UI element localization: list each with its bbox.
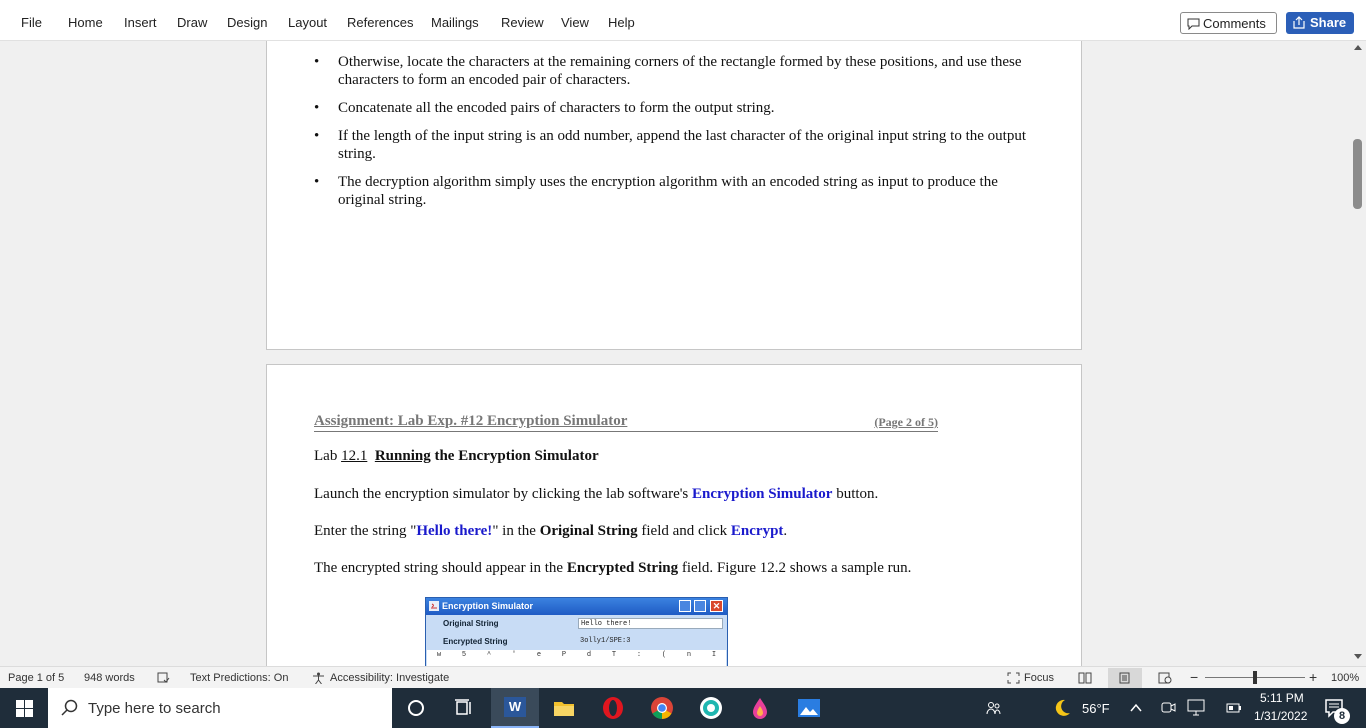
bullet-dot: • — [314, 174, 320, 190]
grid-cell: P — [561, 651, 567, 659]
focus-icon[interactable] — [1007, 672, 1020, 684]
text-run: Enter the string " — [314, 523, 417, 539]
bullet-dot: • — [314, 128, 320, 144]
lab-heading-running: Running — [374, 448, 431, 464]
encrypted-string-field: 3olly1/SPE:3 — [578, 636, 723, 647]
show-hidden-icons-chevron-icon[interactable] — [1130, 702, 1142, 714]
taskbar-search-box[interactable] — [48, 688, 392, 728]
figure-window-titlebar — [426, 598, 727, 615]
page-header-title: Assignment: Lab Exp. #12 Encryption Simulator — [314, 413, 628, 429]
meet-now-icon[interactable] — [1161, 700, 1176, 715]
clock-time[interactable]: 5:11 PM — [1260, 691, 1304, 705]
paint-app-icon[interactable] — [748, 696, 772, 720]
paragraph-enter — [314, 523, 787, 540]
clock-date[interactable]: 1/31/2022 — [1254, 709, 1308, 723]
tab-home[interactable]: Home — [68, 15, 103, 30]
lab-heading-number: 12.1 — [341, 448, 368, 464]
grid-cell: n — [686, 651, 692, 659]
comments-button[interactable] — [1180, 12, 1277, 34]
grid-cell: d — [586, 651, 592, 659]
original-string-label: Original String — [443, 619, 499, 628]
minimize-icon — [679, 600, 691, 612]
tab-mailings[interactable]: Mailings — [431, 15, 479, 30]
web-layout-icon[interactable] — [1158, 672, 1172, 684]
scroll-up-arrow-icon[interactable] — [1353, 43, 1363, 51]
tab-help[interactable]: Help — [608, 15, 635, 30]
grid-cell: I — [711, 651, 717, 659]
share-icon — [1293, 16, 1306, 29]
vertical-scrollbar[interactable] — [1350, 41, 1366, 666]
tab-draw[interactable]: Draw — [177, 15, 208, 30]
word-app-icon[interactable] — [491, 688, 539, 728]
zoom-out-button[interactable]: − — [1190, 669, 1199, 685]
zoom-slider-thumb[interactable] — [1253, 671, 1257, 684]
zoom-slider[interactable] — [1205, 677, 1305, 678]
comment-icon — [1187, 18, 1200, 30]
encrypted-string-label: Encrypted String — [443, 637, 508, 646]
tab-layout[interactable]: Layout — [288, 15, 328, 30]
word-logo-icon: W — [504, 697, 526, 717]
scrollbar-thumb[interactable] — [1353, 139, 1362, 209]
grid-cell: ^ — [486, 651, 492, 659]
text-run: " in the — [492, 523, 540, 539]
display-icon[interactable] — [1187, 699, 1205, 716]
tab-file[interactable]: File — [21, 15, 42, 30]
tab-references[interactable]: References — [347, 15, 414, 30]
windows-taskbar — [0, 688, 1366, 728]
bullet-text: If the length of the input string is an odd number, append the last character of the original input string to the output string. — [338, 128, 1026, 162]
bullet-text: The decryption algorithm simply uses the encryption algorithm with an encoded string as input to produce the original string. — [338, 174, 998, 208]
java-app-icon — [429, 601, 439, 611]
file-explorer-icon[interactable] — [552, 696, 576, 720]
search-placeholder: Type here to search — [88, 700, 221, 717]
grid-cell: w — [436, 651, 442, 659]
opera-browser-icon[interactable] — [601, 696, 625, 720]
maximize-icon — [694, 600, 706, 612]
paragraph-launch — [314, 486, 878, 503]
ribbon-menu-bar — [0, 0, 1366, 41]
bullet-dot: • — [314, 54, 320, 70]
bullet-dot: • — [314, 100, 320, 116]
paragraph-encrypted — [314, 560, 911, 577]
text-run: . — [783, 523, 788, 539]
text-run: field and click — [637, 523, 731, 539]
text-run: The encrypted string should appear in the — [314, 560, 567, 576]
task-view-icon[interactable] — [452, 696, 476, 720]
cortana-icon[interactable] — [404, 696, 428, 720]
tab-design[interactable]: Design — [227, 15, 268, 30]
character-grid — [427, 650, 726, 666]
grid-cell: ' — [511, 651, 517, 659]
word-count[interactable]: 948 words — [84, 672, 135, 684]
photos-app-icon[interactable] — [797, 696, 821, 720]
text-run: Launch the encryption simulator by clicking the lab software's — [314, 486, 693, 502]
original-string-field: Hello there! — [578, 618, 723, 629]
weather-moon-icon[interactable] — [1052, 698, 1072, 718]
text-run-emphasis: Encryption Simulator — [692, 486, 833, 502]
accessibility-icon[interactable] — [312, 672, 325, 684]
tab-review[interactable]: Review — [501, 15, 544, 30]
zoom-level[interactable]: 100% — [1331, 672, 1360, 684]
close-icon: ✕ — [710, 600, 723, 612]
lab-heading — [314, 448, 599, 465]
print-layout-button[interactable] — [1108, 668, 1142, 688]
search-icon — [61, 699, 78, 716]
document-canvas[interactable] — [0, 41, 1350, 666]
tab-insert[interactable]: Insert — [124, 15, 157, 30]
share-label: Share — [1310, 15, 1347, 30]
grid-cell: : — [636, 651, 642, 659]
document-page-2[interactable] — [266, 364, 1082, 666]
text-predictions-status[interactable]: Text Predictions: On — [190, 672, 289, 684]
text-run-bold: Original String — [539, 523, 638, 539]
read-mode-icon[interactable] — [1078, 672, 1092, 684]
tab-view[interactable]: View — [561, 15, 589, 30]
zoom-in-button[interactable]: + — [1309, 669, 1318, 685]
grid-cell: e — [536, 651, 542, 659]
text-run: button. — [832, 486, 879, 502]
lab-heading-rest: the Encryption Simulator — [430, 448, 599, 464]
accessibility-status[interactable]: Accessibility: Investigate — [330, 672, 450, 684]
bullet-text: Otherwise, locate the characters at the remaining corners of the rectangle formed by these positions, and use these characters to form an encoded pair of characters. — [338, 54, 1022, 88]
battery-icon[interactable] — [1226, 702, 1242, 714]
share-button[interactable] — [1286, 12, 1354, 34]
chrome-browser-icon[interactable] — [650, 696, 674, 720]
text-run: field. Figure 12.2 shows a sample run. — [678, 560, 912, 576]
weather-temperature[interactable]: 56°F — [1082, 701, 1110, 716]
page-header-number: (Page 2 of 5) — [874, 415, 938, 429]
text-run-emphasis: Hello there! — [416, 523, 493, 539]
page-count[interactable]: Page 1 of 5 — [8, 672, 65, 684]
proofing-icon[interactable] — [157, 672, 170, 684]
grid-cell: ( — [661, 651, 667, 659]
page-header — [314, 413, 938, 432]
document-page-1[interactable] — [266, 41, 1082, 350]
figure-window-title: Encryption Simulator — [442, 601, 534, 611]
notification-count-badge: 8 — [1334, 708, 1350, 724]
scroll-down-arrow-icon[interactable] — [1353, 653, 1363, 661]
comments-label: Comments — [1203, 16, 1266, 31]
grid-cell: 5 — [461, 651, 467, 659]
windows-start-icon[interactable] — [16, 700, 33, 717]
encryption-simulator-figure[interactable] — [425, 597, 728, 666]
text-run-emphasis: Encrypt — [730, 523, 784, 539]
edge-browser-icon[interactable] — [699, 696, 723, 720]
print-layout-icon — [1119, 672, 1130, 684]
people-icon[interactable] — [986, 700, 1002, 716]
text-run-bold: Encrypted String — [566, 560, 679, 576]
status-bar — [0, 666, 1366, 689]
grid-cell: T — [611, 651, 617, 659]
focus-mode-button[interactable]: Focus — [1024, 672, 1054, 684]
lab-heading-prefix: Lab — [314, 448, 342, 464]
bullet-text: Concatenate all the encoded pairs of characters to form the output string. — [338, 100, 775, 116]
